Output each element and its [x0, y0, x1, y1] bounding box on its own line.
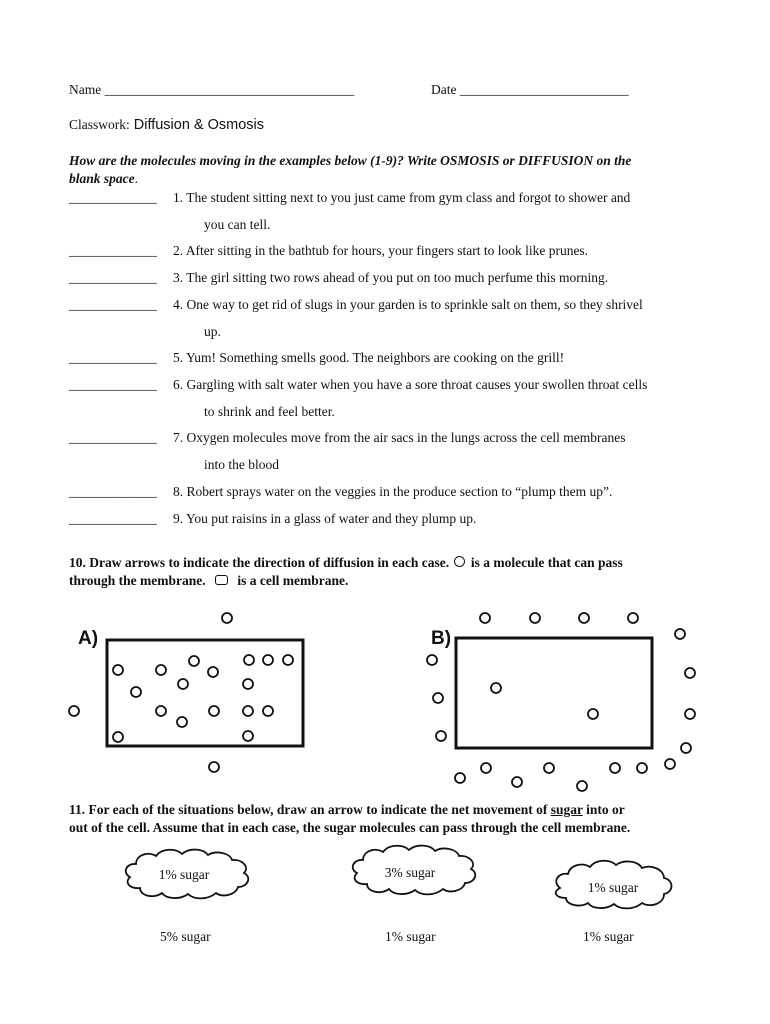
- molecule: [685, 668, 695, 678]
- date-label: Date: [431, 82, 457, 97]
- question-text: 6. Gargling with salt water when you have a sore throat causes your swollen throat cells: [173, 377, 648, 392]
- molecules-a: [69, 613, 293, 772]
- diagram-a[interactable]: [60, 600, 390, 800]
- molecule: [481, 763, 491, 773]
- q11-text-underlined: sugar: [550, 802, 583, 817]
- molecule: [156, 706, 166, 716]
- molecule: [480, 613, 490, 623]
- molecule: [178, 679, 188, 689]
- q10-text-d: is a cell membrane.: [237, 573, 349, 588]
- answer-blank[interactable]: _____________: [69, 270, 157, 285]
- molecule: [283, 655, 293, 665]
- answer-blank[interactable]: _____________: [69, 350, 157, 365]
- molecule: [577, 781, 587, 791]
- molecule: [588, 709, 598, 719]
- question-text-continued: up.: [204, 324, 221, 339]
- molecule: [208, 667, 218, 677]
- molecule: [665, 759, 675, 769]
- question-item: [69, 297, 643, 313]
- question-text: 4. One way to get rid of slugs in your garden is to sprinkle salt on them, so they shrivel: [173, 297, 643, 312]
- q10-text-b: is a molecule that can pass: [470, 555, 623, 570]
- q10-line1: [69, 555, 623, 571]
- question-item: [69, 430, 626, 446]
- molecule: [243, 706, 253, 716]
- q10-text-c: through the membrane.: [69, 573, 206, 588]
- molecule: [579, 613, 589, 623]
- molecule: [131, 687, 141, 697]
- question-item: [69, 350, 564, 366]
- membrane-symbol-icon: [215, 575, 228, 585]
- q11-line1: [69, 802, 625, 818]
- molecule: [512, 777, 522, 787]
- question-text: 7. Oxygen molecules move from the air sacs in the lungs across the cell membranes: [173, 430, 626, 445]
- molecule-symbol-icon: [454, 556, 465, 567]
- cell-cloud-3[interactable]: [552, 856, 677, 916]
- answer-blank[interactable]: _____________: [69, 377, 157, 392]
- molecule: [530, 613, 540, 623]
- question-text: 9. You put raisins in a glass of water and they plump up.: [173, 511, 477, 526]
- date-line: [431, 82, 629, 98]
- question-text: 5. Yum! Something smells good. The neighbors are cooking on the grill!: [173, 350, 565, 365]
- diagram-b[interactable]: [410, 600, 710, 800]
- answer-blank[interactable]: _____________: [69, 243, 157, 258]
- molecule: [177, 717, 187, 727]
- molecule: [244, 655, 254, 665]
- molecule: [209, 706, 219, 716]
- cell-3-inside: 1% sugar: [587, 880, 639, 895]
- molecule: [156, 665, 166, 675]
- answer-blank[interactable]: _____________: [69, 430, 157, 445]
- question-item: [69, 377, 647, 393]
- cell-membrane-b: [456, 638, 652, 748]
- cell-2-inside: 3% sugar: [384, 865, 436, 880]
- molecule: [263, 655, 273, 665]
- molecule: [113, 732, 123, 742]
- molecule: [544, 763, 554, 773]
- classwork-line: [69, 116, 264, 134]
- question-text: 2. After sitting in the bathtub for hours, your fingers start to look like prunes.: [173, 243, 589, 258]
- instructions-line2: blank space.: [69, 171, 138, 186]
- question-text-continued: to shrink and feel better.: [204, 404, 335, 419]
- molecule: [610, 763, 620, 773]
- question-text: 1. The student sitting next to you just came from gym class and forgot to shower and: [173, 190, 631, 205]
- cell-2-outside: 1% sugar: [385, 929, 436, 944]
- classwork-title: Diffusion & Osmosis: [133, 117, 265, 133]
- cell-1-inside: 1% sugar: [158, 867, 210, 882]
- molecule: [637, 763, 647, 773]
- name-label: Name: [69, 82, 102, 97]
- molecule: [113, 665, 123, 675]
- question-text-continued: you can tell.: [204, 217, 271, 232]
- diagram-a-label: A): [78, 628, 99, 649]
- name-line: [69, 82, 354, 98]
- molecules-b: [427, 613, 695, 791]
- diagram-b-label: B): [431, 628, 452, 649]
- q10-text-a: 10. Draw arrows to indicate the direction of diffusion in each case.: [69, 555, 450, 570]
- molecule: [436, 731, 446, 741]
- question-text: 8. Robert sprays water on the veggies in the produce section to “plump them up”.: [173, 484, 613, 499]
- name-blank[interactable]: _____________________________________: [104, 82, 355, 97]
- answer-blank[interactable]: _____________: [69, 484, 157, 499]
- q10-line2: [69, 573, 348, 589]
- molecule: [69, 706, 79, 716]
- date-blank[interactable]: _________________________: [459, 82, 629, 97]
- molecule: [681, 743, 691, 753]
- q11-text-post: into or: [586, 802, 625, 817]
- molecule: [628, 613, 638, 623]
- molecule: [263, 706, 273, 716]
- classwork-label: Classwork:: [69, 117, 130, 132]
- cell-cloud-1[interactable]: [120, 845, 260, 905]
- molecule: [243, 679, 253, 689]
- molecule: [209, 762, 219, 772]
- answer-blank[interactable]: _____________: [69, 511, 157, 526]
- cell-cloud-2[interactable]: [345, 843, 485, 903]
- question-item: [69, 511, 476, 527]
- answer-blank[interactable]: _____________: [69, 190, 157, 205]
- question-item: [69, 270, 608, 286]
- question-item: [69, 190, 630, 206]
- molecule: [222, 613, 232, 623]
- question-item: [69, 484, 612, 500]
- molecule: [675, 629, 685, 639]
- question-text: 3. The girl sitting two rows ahead of you put on too much perfume this morning.: [173, 270, 609, 285]
- answer-blank[interactable]: _____________: [69, 297, 157, 312]
- molecule: [685, 709, 695, 719]
- molecule: [433, 693, 443, 703]
- cell-1-outside: 5% sugar: [160, 929, 211, 944]
- cell-membrane-a: [107, 640, 303, 746]
- q11-text-pre: 11. For each of the situations below, draw an arrow to indicate the net movement of: [69, 802, 548, 817]
- molecule: [243, 731, 253, 741]
- molecule: [455, 773, 465, 783]
- cell-3-outside: 1% sugar: [583, 929, 634, 944]
- molecule: [189, 656, 199, 666]
- instructions-line1: How are the molecules moving in the examples below (1-9)? Write OSMOSIS or DIFFUSION on the: [69, 153, 632, 168]
- q11-line2: out of the cell. Assume that in each case, the sugar molecules can pass through the cell membrane.: [69, 820, 631, 835]
- question-text-continued: into the blood: [204, 457, 279, 472]
- question-item: [69, 243, 588, 259]
- molecule: [427, 655, 437, 665]
- molecule: [491, 683, 501, 693]
